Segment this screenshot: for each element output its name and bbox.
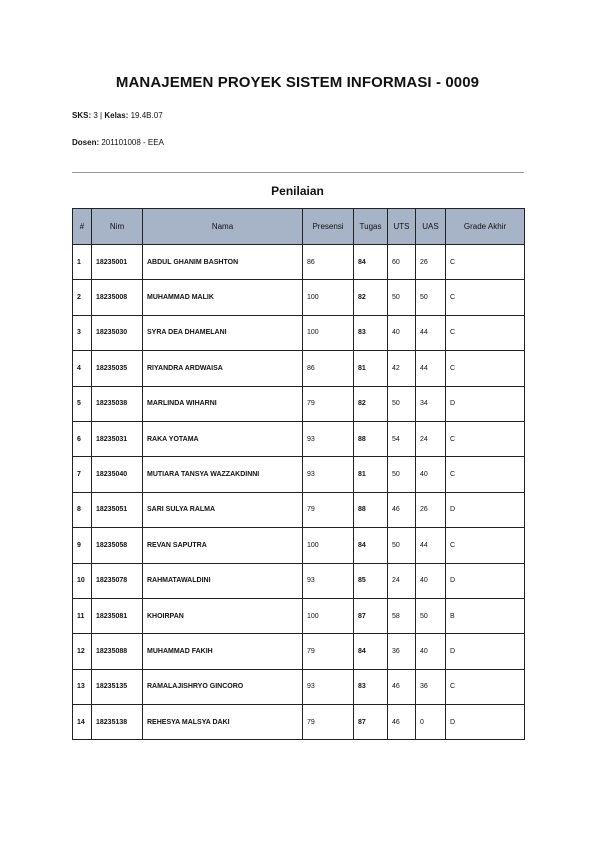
cell-nim: 18235008 [92,280,143,315]
header-tugas: Tugas [354,209,388,245]
cell-presensi: 93 [303,563,354,598]
cell-nim: 18235030 [92,315,143,350]
cell-grade: C [446,315,525,350]
cell-uts: 60 [388,245,416,280]
cell-number: 5 [73,386,92,421]
table-row [73,492,525,527]
cell-grade: D [446,492,525,527]
cell-nim: 18235058 [92,528,143,563]
cell-nama: MUTIARA TANSYA WAZZAKDINNI [143,457,303,492]
cell-grade: C [446,457,525,492]
cell-uts: 46 [388,669,416,704]
cell-presensi: 93 [303,421,354,456]
cell-uas: 44 [416,351,446,386]
cell-grade: D [446,563,525,598]
cell-presensi: 79 [303,634,354,669]
cell-uts: 42 [388,351,416,386]
table-row [73,245,525,280]
cell-number: 6 [73,421,92,456]
cell-number: 11 [73,598,92,633]
cell-presensi: 100 [303,598,354,633]
table-row [73,528,525,563]
cell-nama: RIYANDRA ARDWAISA [143,351,303,386]
cell-nama: KHOIRPAN [143,598,303,633]
cell-tugas: 83 [354,669,388,704]
cell-presensi: 100 [303,315,354,350]
cell-number: 10 [73,563,92,598]
cell-uts: 36 [388,634,416,669]
cell-uts: 50 [388,280,416,315]
header-grade: Grade Akhir [446,209,525,245]
cell-uts: 46 [388,705,416,740]
header-no: # [73,209,92,245]
table-row [73,280,525,315]
table-body [73,245,525,740]
cell-uas: 50 [416,280,446,315]
kelas-label: Kelas: [104,111,129,120]
cell-nama: MARLINDA WIHARNI [143,386,303,421]
cell-tugas: 88 [354,492,388,527]
cell-uas: 34 [416,386,446,421]
cell-uas: 26 [416,492,446,527]
cell-uas: 50 [416,598,446,633]
cell-nama: REVAN SAPUTRA [143,528,303,563]
cell-nim: 18235051 [92,492,143,527]
divider [72,172,524,173]
cell-nama: MUHAMMAD FAKIH [143,634,303,669]
table-row [73,386,525,421]
header-presensi: Presensi [303,209,354,245]
cell-uas: 40 [416,563,446,598]
cell-nama: RAKA YOTAMA [143,421,303,456]
cell-grade: C [446,669,525,704]
cell-uts: 50 [388,528,416,563]
cell-number: 2 [73,280,92,315]
cell-number: 14 [73,705,92,740]
cell-nim: 18235078 [92,563,143,598]
cell-number: 3 [73,315,92,350]
cell-nim: 18235088 [92,634,143,669]
table-row [73,598,525,633]
cell-tugas: 87 [354,598,388,633]
cell-nama: RAMALAJISHRYO GINCORO [143,669,303,704]
cell-number: 1 [73,245,92,280]
cell-tugas: 84 [354,528,388,563]
cell-grade: B [446,598,525,633]
cell-tugas: 81 [354,351,388,386]
cell-number: 12 [73,634,92,669]
table-row [73,634,525,669]
cell-grade: C [446,351,525,386]
lecturer-meta-line [72,138,164,147]
cell-nama: REHESYA MALSYA DAKI [143,705,303,740]
cell-uts: 46 [388,492,416,527]
cell-presensi: 93 [303,669,354,704]
cell-uas: 36 [416,669,446,704]
cell-number: 4 [73,351,92,386]
cell-grade: D [446,634,525,669]
cell-nama: RAHMATAWALDINI [143,563,303,598]
cell-uts: 58 [388,598,416,633]
cell-uts: 54 [388,421,416,456]
cell-presensi: 86 [303,245,354,280]
table-row [73,351,525,386]
cell-presensi: 79 [303,386,354,421]
cell-nim: 18235038 [92,386,143,421]
cell-uas: 44 [416,315,446,350]
cell-number: 7 [73,457,92,492]
header-uas: UAS [416,209,446,245]
sks-value: 3 [93,111,98,120]
table-row [73,705,525,740]
cell-tugas: 83 [354,315,388,350]
cell-tugas: 81 [354,457,388,492]
cell-tugas: 84 [354,245,388,280]
cell-nim: 18235035 [92,351,143,386]
table-row [73,315,525,350]
cell-uas: 44 [416,528,446,563]
cell-uas: 40 [416,457,446,492]
sks-label: SKS: [72,111,92,120]
cell-tugas: 82 [354,280,388,315]
cell-nim: 18235001 [92,245,143,280]
cell-nim: 18235081 [92,598,143,633]
cell-grade: D [446,705,525,740]
cell-nama: SYRA DEA DHAMELANI [143,315,303,350]
meta-separator: | [100,111,103,120]
table-row [73,669,525,704]
cell-uts: 50 [388,386,416,421]
cell-presensi: 86 [303,351,354,386]
cell-grade: C [446,528,525,563]
cell-number: 13 [73,669,92,704]
cell-grade: C [446,245,525,280]
table-row [73,457,525,492]
document-title: MANAJEMEN PROYEK SISTEM INFORMASI - 0009 [115,74,480,91]
cell-tugas: 87 [354,705,388,740]
cell-grade: C [446,421,525,456]
section-title: Penilaian [271,184,324,198]
header-nim: Nim [92,209,143,245]
cell-uts: 40 [388,315,416,350]
cell-uts: 24 [388,563,416,598]
cell-nim: 18235040 [92,457,143,492]
cell-uas: 24 [416,421,446,456]
kelas-value: 19.4B.07 [130,111,163,120]
cell-presensi: 79 [303,492,354,527]
cell-tugas: 82 [354,386,388,421]
table-header-row [73,209,525,245]
cell-presensi: 100 [303,528,354,563]
dosen-label: Dosen: [72,138,100,147]
cell-uas: 40 [416,634,446,669]
cell-grade: D [446,386,525,421]
cell-presensi: 93 [303,457,354,492]
cell-nim: 18235138 [92,705,143,740]
cell-tugas: 88 [354,421,388,456]
cell-presensi: 79 [303,705,354,740]
cell-uts: 50 [388,457,416,492]
cell-number: 8 [73,492,92,527]
cell-nama: ABDUL GHANIM BASHTON [143,245,303,280]
cell-tugas: 85 [354,563,388,598]
dosen-value: 201101008 - EEA [101,138,164,147]
cell-nim: 18235135 [92,669,143,704]
table-row [73,421,525,456]
cell-nama: SARI SULYA RALMA [143,492,303,527]
header-uts: UTS [388,209,416,245]
grades-table [72,208,525,740]
cell-tugas: 84 [354,634,388,669]
cell-uas: 0 [416,705,446,740]
course-meta-line [72,111,163,120]
cell-nim: 18235031 [92,421,143,456]
cell-nama: MUHAMMAD MALIK [143,280,303,315]
cell-grade: C [446,280,525,315]
cell-number: 9 [73,528,92,563]
table-row [73,563,525,598]
cell-uas: 26 [416,245,446,280]
header-nama: Nama [143,209,303,245]
cell-presensi: 100 [303,280,354,315]
